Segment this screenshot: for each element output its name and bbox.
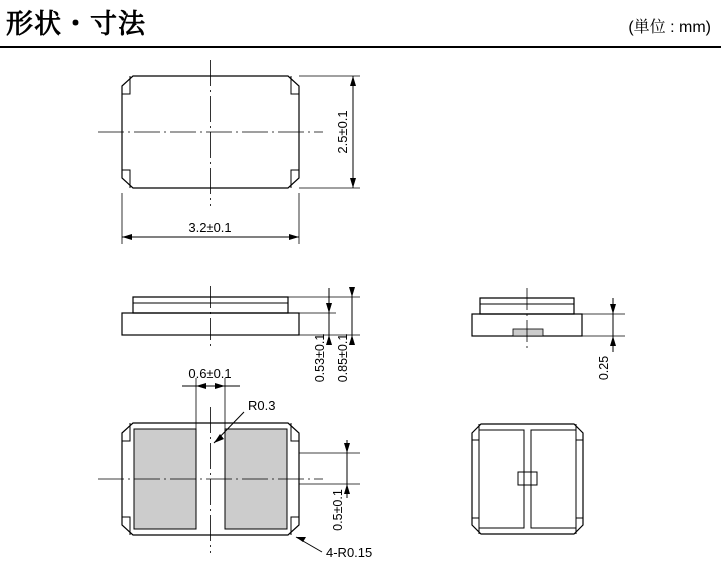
dimension-pad-gap-height (299, 440, 360, 531)
front-side-view (122, 286, 299, 348)
side-height-2-label: 0.85±0.1 (336, 333, 350, 383)
page-title: 形状・寸法 (6, 9, 146, 39)
dimension-drawing (0, 48, 721, 586)
right-side-view (472, 288, 582, 348)
dimension-right-side-height (582, 298, 625, 380)
side-height-1-label: 0.53±0.1 (313, 333, 327, 383)
right-side-height-label: 0.25 (597, 355, 611, 381)
bottom-view (98, 407, 323, 553)
unit-note: (単位 : mm) (628, 19, 711, 36)
bottom-right-view (472, 424, 583, 534)
pad-gap-label: 0.5±0.1 (331, 489, 345, 531)
callout-corner-radius (296, 537, 372, 560)
dimension-pad-gap-width (182, 366, 240, 429)
pad-radius-label: R0.3 (248, 398, 276, 413)
pad-width-label: 0.6±0.1 (188, 366, 232, 381)
electrode-pad (513, 329, 543, 336)
top-width-label: 3.2±0.1 (188, 220, 232, 235)
top-view (98, 60, 323, 206)
top-height-label: 2.5±0.1 (335, 110, 350, 154)
corner-radius-label: 4-R0.15 (326, 545, 373, 560)
dimension-top-width (122, 193, 299, 244)
